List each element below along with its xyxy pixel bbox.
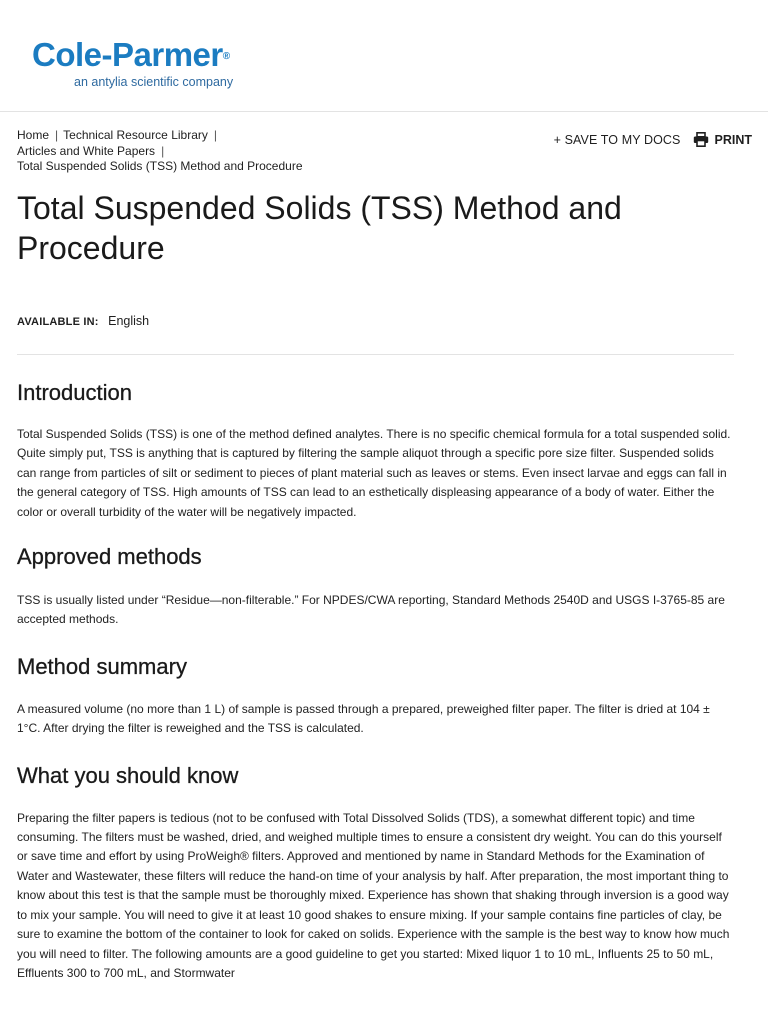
logo-tagline: an antylia scientific company — [74, 75, 234, 89]
language-english[interactable]: English — [108, 314, 150, 328]
section-paragraph: A measured volume (no more than 1 L) of sample is passed through a prepared, preweighed filter paper. The filter is dried at 104 ± 1°C. After drying the filter is reweighed and the TSS is calculated. — [17, 701, 710, 736]
logo-wordmark-text: Cole-Parmer — [32, 36, 223, 73]
section-paragraph: Preparing the filter papers is tedious (not to be confused with Total Dissolved Solids (TDS), a somewhat different topic) and time consuming. The filters must be washed, dried, and weighed multiple times to ensure a consistent dry weight. You can do this yourself or save time and effort by using ProWeigh® filters. Approved and mentioned by name in Standard Methods for the Examination of Water and Wastewater, these filters will reduce the hand-on time of your analysis by half. After preparation, the most important thing to know about this test is that the sample must be thoroughly mixed. Experience has shown that shaking through inversion is a good way to mix your sample. You will need to give it at least 10 good shakes to ensure mixing. If your sample contains fine particles of clay, be sure to examine the bottom of the container to look for caked on solids. Experience with the sample is the best way to know how much you will need to filter. The following amounts are a good guideline to get you started: Mixed liquor 1 to 10 mL, Influents 25 to 50 mL, Effluents 300 to 700 mL, and Stormwater — [17, 810, 730, 980]
section-paragraph: Total Suspended Solids (TSS) is one of the method defined analytes. There is no specific chemical formula for a total suspended solid. Quite simply put, TSS is anything that is captured by filtering the sample aliquot through a specific pore size filter. Suspended solids can range from particles of silt or sediment to pieces of plant material such as leaves or stems. Even insect larvae and eggs can fall in the general category of TSS. High amounts of TSS can lead to an esthetically displeasing appearance of a body of water. Either the color or overall turbidity of the water will be negatively impacted. — [17, 427, 731, 519]
brand-logo[interactable] — [32, 36, 272, 90]
page-title: Total Suspended Solids (TSS) Method and Procedure — [17, 190, 622, 266]
breadcrumb-separator: | — [55, 128, 59, 142]
logo-registered-mark: ® — [222, 51, 230, 62]
breadcrumb — [17, 128, 347, 175]
article-body — [17, 374, 733, 983]
section-heading: Method summary — [17, 653, 187, 679]
breadcrumb-current-page: Total Suspended Solids (TSS) Method and Procedure — [17, 159, 303, 173]
available-in-label: AVAILABLE IN: — [17, 316, 99, 328]
section-heading: Introduction — [17, 380, 132, 405]
section-what-you-should-know — [17, 761, 733, 984]
logo-wordmark — [32, 36, 272, 74]
section-method-summary — [17, 652, 733, 739]
breadcrumb-separator: | — [161, 143, 165, 158]
section-heading: What you should know — [17, 762, 239, 788]
page-actions — [554, 132, 752, 147]
section-paragraph: TSS is usually listed under “Residue—non-filterable.” For NPDES/CWA reporting, Standard Methods 2540D and USGS I-3765-85 are accepted methods. — [17, 593, 725, 627]
breadcrumb-separator: | — [213, 128, 217, 142]
content-divider — [17, 354, 734, 355]
header-divider — [0, 111, 768, 112]
section-introduction — [17, 378, 733, 522]
breadcrumb-home[interactable]: Home — [17, 128, 50, 142]
print-label: PRINT — [714, 132, 752, 147]
breadcrumb-articles-and-white-papers[interactable]: Articles and White Papers — [17, 143, 156, 158]
printer-icon — [693, 132, 709, 147]
section-approved-methods — [17, 542, 733, 630]
print-button[interactable] — [693, 132, 753, 147]
available-languages — [17, 314, 149, 328]
breadcrumb-technical-resource-library[interactable]: Technical Resource Library — [63, 128, 208, 142]
section-heading: Approved methods — [17, 544, 202, 570]
save-to-my-docs-button[interactable]: + SAVE TO MY DOCS — [553, 132, 681, 147]
